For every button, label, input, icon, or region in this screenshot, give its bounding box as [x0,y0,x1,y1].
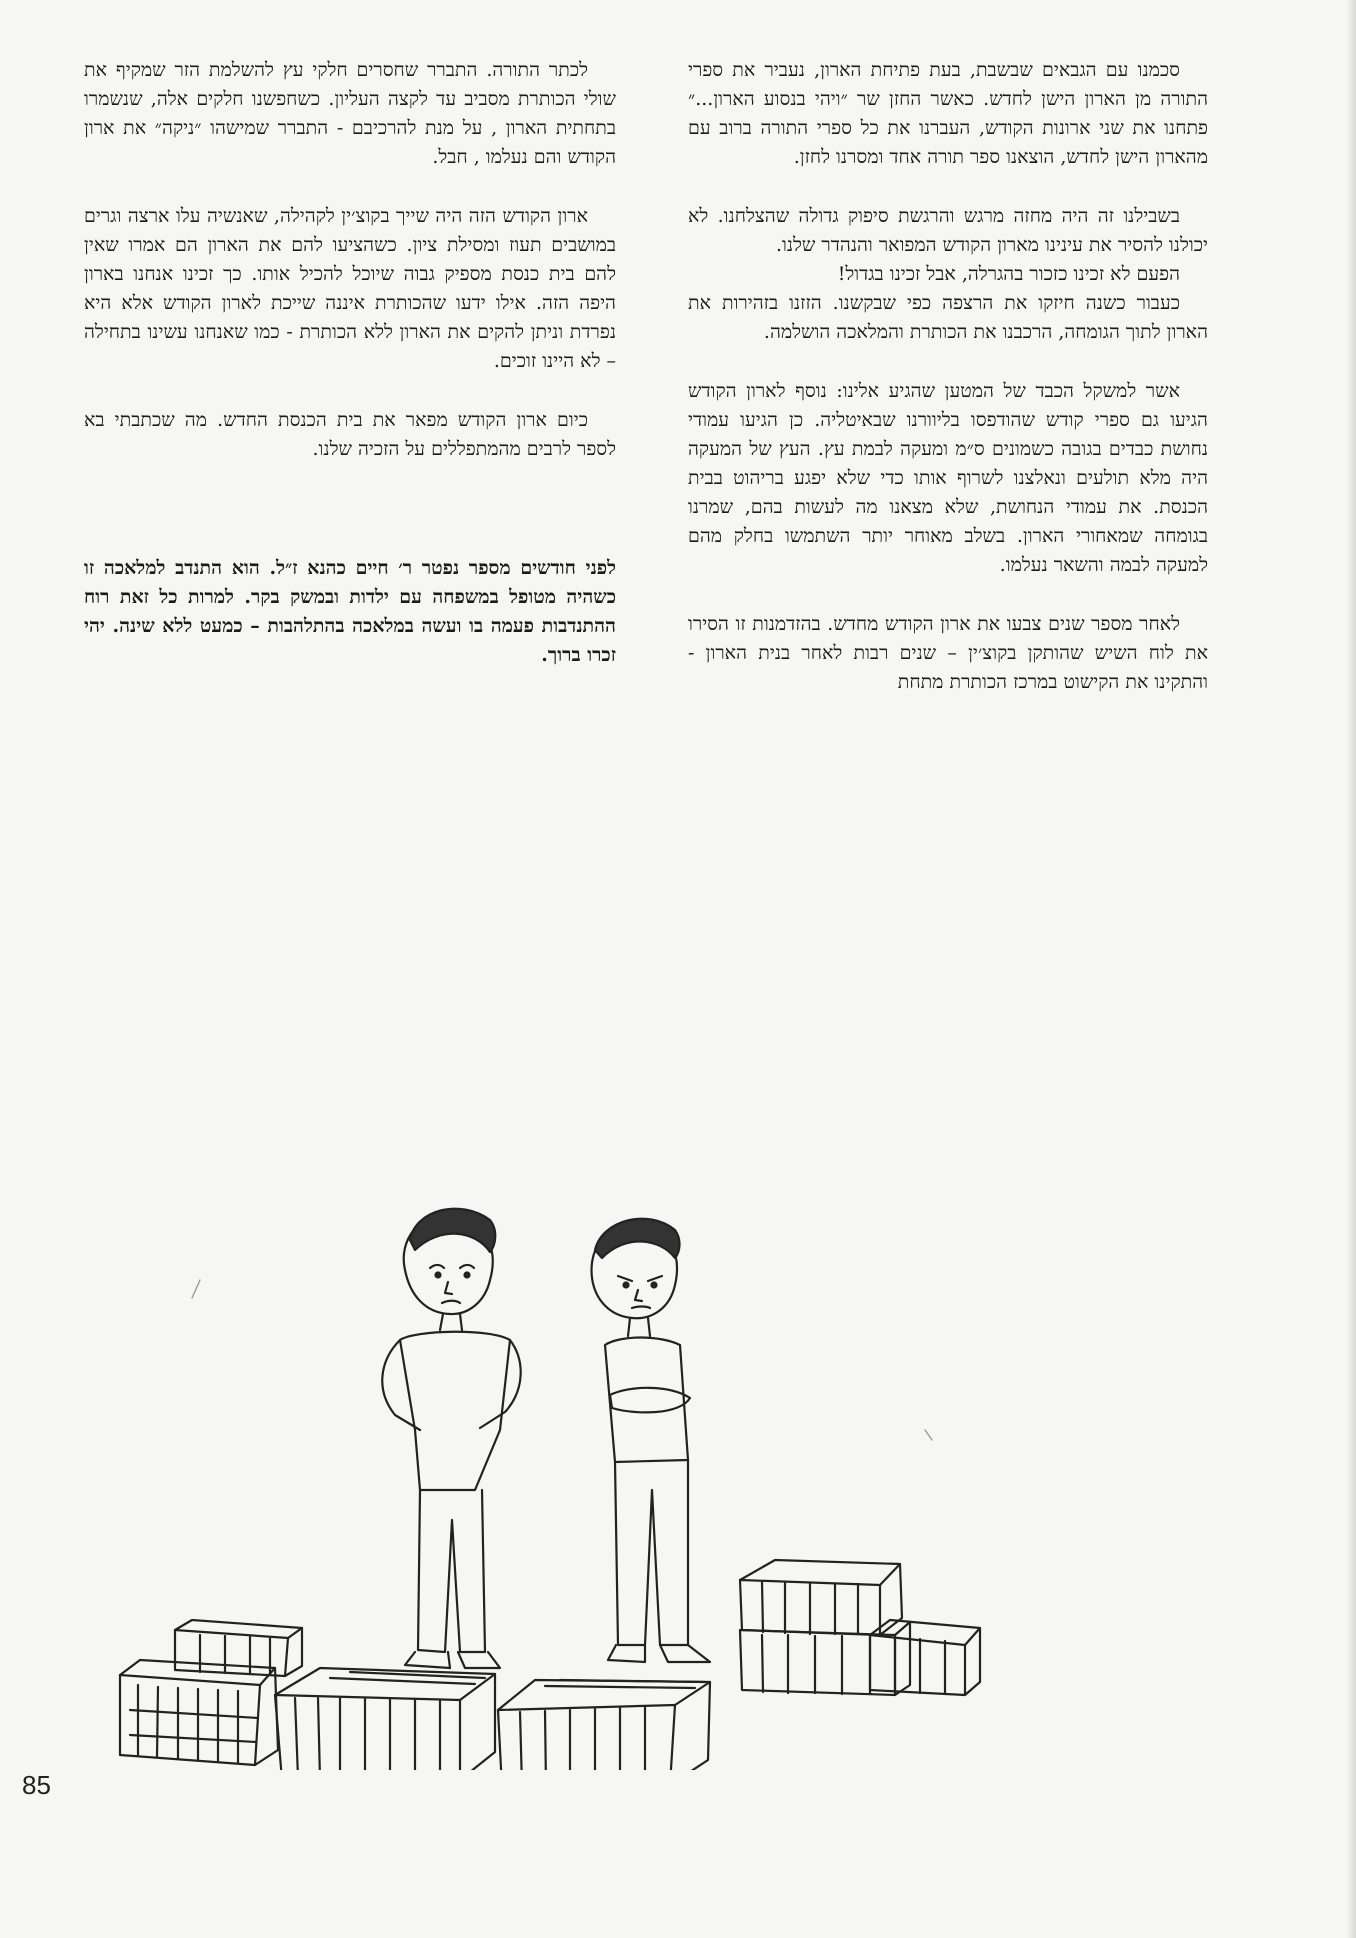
memorial-note: לפני חודשים מספר נפטר ר׳ חיים כהנא ז״ל. הוא התנדב למלאכה זו כשהיה מטופל במשפחה עם ילדות ובמשק בקר. למרות כל זאת רוח ההתנדבות פעמה בו ועשה במלאכה בהתלהבות – כמעט ללא שינה. יהי זכרו ברוך. [84,557,616,666]
paragraph: לאחר מספר שנים צבעו את ארון הקודש מחדש. בהזדמנות זו הסירו את לוח השיש שהותקן בקוצ׳ין – שנים רבות לאחר בנית הארון - והתקינו את הקישוט במרכז הכותרת מתחת [688,613,1208,693]
paragraph: כיום ארון הקודש מפאר את בית הכנסת החדש. מה שכתבתי בא לספר לרבים מהמתפללים על הזכיה שלנו. [84,409,616,460]
crate-center [498,1680,710,1770]
crate-stack-right [740,1560,980,1695]
paragraph: הפעם לא זכינו כזכור בהגרלה, אבל זכינו בגדול! [837,263,1180,285]
paragraph: סכמנו עם הגבאים שבשבת, בעת פתיחת הארון, נעביר את ספרי התורה מן הארון הישן לחדש. כאשר החזן שר ״ויהי בנסוע הארון...״ פתחנו את שני ארונות הקודש, העברנו את כל ספרי התורה ברוב עם מהארון הישן לחדש, הוצאנו ספר תורה אחד ומסרנו לחזן. [688,59,1208,168]
cartoon-illustration [20,1190,1260,1770]
crate-center-left [275,1668,495,1770]
right-text-column [688,56,1208,727]
paragraph: אשר למשקל הכבד של המטען שהגיע אלינו: נוסף לארון הקודש הגיעו גם ספרי קודש שהודפסו בליוורנו שבאיטליה. כן הגיעו עמודי נחושת כבדים בגובה כשמונים ס״מ ומעקה לבמת עץ. העץ של המעקה היה מלא תולעים ונאלצנו לשרוף אותו כדי שלא יפגע בריהוט בבית הכנסת. את עמודי הנחושת, שלא מצאנו מה לעשות בהם, שמרנו בגומחה שמאחורי הארון. בשלב מאוחר יותר השתמשו בחלק מהם למעקה לבמה והשאר נעלמו. [688,380,1208,576]
crate-stack-left [120,1620,302,1765]
paragraph: ארון הקודש הזה היה שייך בקוצ׳ין לקהילה, שאנשיה עלו ארצה וגרים במושבים תעוז ומסילת ציון. כשהציעו להם את הארון הם אמרו שאין להם בית כנסת מספיק גבוה שיוכל להכיל אותו. כך זכינו אנחנו בארון היפה הזה. אילו ידעו שהכותרת איננה שייכת לארון הקודש אלא היא נפרדת וניתן להקים את הארון ללא הכותרת - כמו שאנחנו עשינו בתחילה – לא היינו זוכים. [84,205,616,372]
left-text-column [84,56,616,700]
paragraph: בשבילנו זה היה מחזה מרגש והרגשת סיפוק גדולה שהצלחנו. לא יכולנו להסיר את עינינו מארון הקודש המפואר והנהדר שלנו. [688,205,1208,256]
page-number: 85 [22,1770,51,1800]
person-right [592,1219,710,1662]
paragraph: לכתר התורה. התברר שחסרים חלקי עץ להשלמת הזר שמקיף את שולי הכותרת מסביב עד לקצה העליון. כשחפשנו חלקים אלה, שנשמרו בתחתית הארון , על מנת להרכיבם - התברר שמישהו ״ניקה״ את ארון הקודש והם נעלמו , חבל. [84,59,616,168]
paragraph: כעבור כשנה חיזקו את הרצפה כפי שבקשנו. הזזנו בזהירות את הארון לתוך הגומחה, הרכבנו את הכותרת והמלאכה הושלמה. [688,292,1208,343]
page-edge-shadow [1346,0,1356,1938]
person-left [382,1209,520,1668]
